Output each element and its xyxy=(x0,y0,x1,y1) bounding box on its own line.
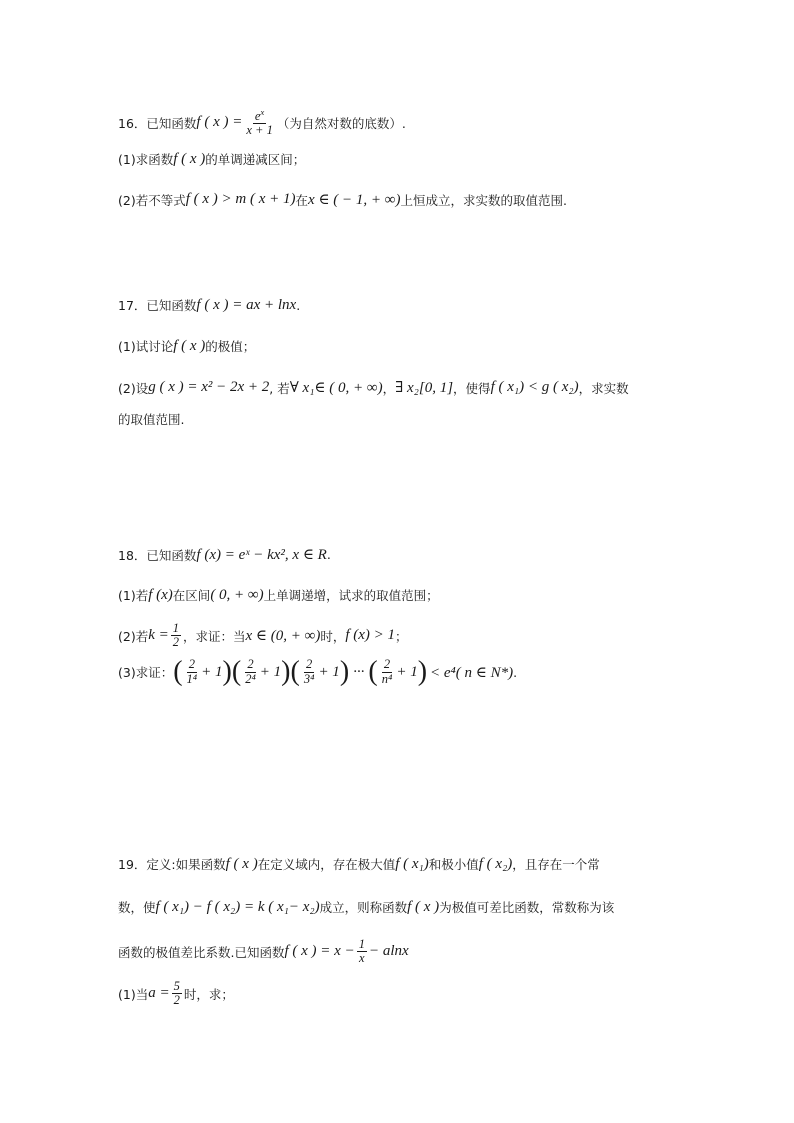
q18-part2-mid: ，求证：当 xyxy=(183,628,246,644)
q18-part2-set: x ∈ (0, + ∞) xyxy=(245,628,321,645)
q19-line1-c: 和极小值 xyxy=(428,857,479,872)
q17-part1-post: 的极值； xyxy=(205,339,256,354)
q18-part2-k-frac xyxy=(171,622,181,649)
q18-k-num: 1 xyxy=(172,621,179,635)
q17-part2-line2 xyxy=(118,410,184,428)
q19-part1-post: 时，求； xyxy=(183,986,234,1002)
q18-term-n-frac xyxy=(380,658,395,685)
q19-line1-a: 19．定义:如果函数 xyxy=(118,857,226,872)
q18-stem xyxy=(118,545,331,564)
q16-part1 xyxy=(118,150,305,168)
q18-part2-pre: (2)若 xyxy=(118,628,149,644)
q17-part2-c: ，使得 xyxy=(453,380,491,396)
q19-part1-a: a = xyxy=(148,985,170,1002)
q18-term-2-frac xyxy=(243,658,258,685)
q19-line2-a: 数，使 xyxy=(118,900,156,915)
q18-part1-post: 上单调递增，试求的取值范围； xyxy=(263,588,439,603)
q16-part2-post: 上恒成立，求实数的取值范围. xyxy=(400,192,567,208)
q18-term-n xyxy=(368,658,427,686)
q17-part1-func: f ( x ) xyxy=(173,337,206,354)
q18-term-n-num: ( 2 xyxy=(383,657,391,672)
q16-fraction xyxy=(244,108,274,137)
q17-part2 xyxy=(118,378,629,397)
q19-line1-fx2: f ( x₂) xyxy=(478,855,513,872)
q18-part3-tail: < e⁴( n ∈ N*) xyxy=(430,664,514,681)
q19-line1-f: f ( x ) xyxy=(225,855,258,872)
q16-part2 xyxy=(118,190,567,209)
q16-stem xyxy=(118,108,406,137)
q19-part1-num: 5 xyxy=(173,979,180,993)
q16-part2-mid: 在 xyxy=(295,192,309,208)
q18-part2 xyxy=(118,622,408,649)
q17-part1 xyxy=(118,337,255,355)
q19-part1 xyxy=(118,980,234,1007)
q18-part3-pre: (3)求证： xyxy=(118,665,174,680)
q16-part2-pre: (2)若不等式 xyxy=(118,192,186,208)
q17-part2-forall: ∀ x₁∈ ( 0, + ∞) xyxy=(289,380,383,396)
q19-line1-fx1: f ( x₁) xyxy=(395,855,429,872)
q16-part1-pre: (1)求函数 xyxy=(118,152,174,167)
q18-part1-func: f (x) xyxy=(148,586,173,603)
q17-stem xyxy=(118,296,300,314)
q18-lead-end: . xyxy=(326,547,331,562)
q18-part3 xyxy=(118,658,517,686)
q17-part2-d: ，求实数 xyxy=(578,380,629,396)
q19-line2-c: 为极值可差比函数，常数称为该 xyxy=(439,900,615,915)
q18-part2-ineq: f (x) > 1 xyxy=(345,627,396,644)
q17-func: f ( x ) = ax + lnx xyxy=(196,296,297,313)
q16-part1-post: 的单调递减区间； xyxy=(205,152,306,167)
q16-frac-num: $e^x$ xyxy=(254,107,265,124)
q17-lead: 17．已知函数 xyxy=(118,298,197,313)
q19-part1-frac xyxy=(172,980,182,1007)
q19-part1-pre: (1)当 xyxy=(118,986,149,1002)
q16-note: （为自然对数的底数）. xyxy=(276,115,406,131)
q18-term-2 xyxy=(232,658,291,686)
q18-part2-end: ； xyxy=(395,628,408,644)
q19-line1-d: ，且存在一个常 xyxy=(512,857,600,872)
q18-term-1-num: ( 2 xyxy=(188,657,195,672)
q18-part3-dots: ··· xyxy=(353,663,365,680)
q16-part1-func: f ( x ) xyxy=(173,150,206,167)
q18-term-2-den: 2⁴ xyxy=(245,671,256,686)
q17-part2-b: ， xyxy=(382,380,396,396)
q18-term-1-frac xyxy=(185,658,200,685)
q16-lead: 16．已知函数 xyxy=(118,115,197,131)
q19-line3-a: 函数的极值差比系数.已知函数 xyxy=(118,944,285,960)
q19-line2 xyxy=(118,898,614,916)
q19-line2-eq: f ( x₁) − f ( x₂) = k ( x₁− x₂) xyxy=(155,898,320,915)
q18-part2-k: k = xyxy=(148,627,169,644)
q18-part3-end: . xyxy=(513,664,518,680)
q19-line3-f: f ( x ) = x − xyxy=(284,943,355,960)
q16-part2-ineq: f ( x ) > m ( x + 1) xyxy=(185,191,296,207)
q18-term-3-den: 3⁴ xyxy=(303,671,315,686)
q18-term-3-plus: + 1 xyxy=(318,663,340,680)
q16-func-lhs: f ( x ) = xyxy=(196,114,243,131)
q19-line3-tail: − alnx xyxy=(368,943,409,960)
q17-part2-ineq: f ( x₁) < g ( x₂) xyxy=(490,379,579,395)
q18-k-den: 2 xyxy=(172,635,179,650)
q18-term-3 xyxy=(291,658,350,686)
q19-line3-frac-den: x xyxy=(359,951,365,966)
q18-term-2-num: ( 2 xyxy=(247,657,254,672)
q16-part2-set: x ∈ ( − 1, + ∞) xyxy=(308,192,401,208)
q17-part2-pre: (2)设 xyxy=(118,380,149,396)
q18-part1-pre: (1)若 xyxy=(118,588,149,603)
q19-line2-f: f ( x ) xyxy=(407,898,440,915)
q18-term-2-plus: + 1 xyxy=(259,663,282,680)
q17-part1-pre: (1)试讨论 xyxy=(118,339,174,354)
q18-part1-mid: 在区间 xyxy=(172,588,211,603)
q17-part2-line2-text: 的取值范围. xyxy=(118,412,185,427)
q19-line2-b: 成立，则称函数 xyxy=(319,900,408,915)
q19-line1-b: 在定义域内，存在极大值 xyxy=(257,857,396,872)
q18-term-3-frac xyxy=(302,658,317,685)
q17-part2-exists: ∃ x₂[0, 1] xyxy=(395,380,454,396)
q18-part2-when: 时， xyxy=(320,628,346,644)
q18-lead: 18．已知函数 xyxy=(118,547,197,563)
q19-line1 xyxy=(118,855,600,873)
q18-term-1-plus: + 1 xyxy=(201,663,223,680)
q18-term-n-den: n⁴ xyxy=(381,671,393,686)
q19-line3-frac xyxy=(357,938,367,965)
q18-func: f (x) = eˣ − kx², x ∈ R xyxy=(196,547,327,563)
q16-frac-den: x + 1 xyxy=(246,123,273,138)
q17-part2-g: g ( x ) = x² − 2x + 2 xyxy=(148,379,270,395)
q17-part2-a: , 若 xyxy=(269,380,290,396)
q19-line3-frac-num: 1 xyxy=(358,937,365,951)
q18-part1-interval: ( 0, + ∞) xyxy=(210,586,264,603)
q19-part1-den: 2 xyxy=(173,993,180,1008)
q19-line3 xyxy=(118,938,409,965)
q18-term-1-den: 1⁴ xyxy=(186,671,198,686)
q17-lead-end: . xyxy=(296,297,301,313)
q18-term-n-plus: + 1 xyxy=(396,663,418,680)
q18-part1 xyxy=(118,586,439,604)
q18-term-3-num: ( 2 xyxy=(306,657,313,672)
q18-term-1 xyxy=(173,658,232,686)
